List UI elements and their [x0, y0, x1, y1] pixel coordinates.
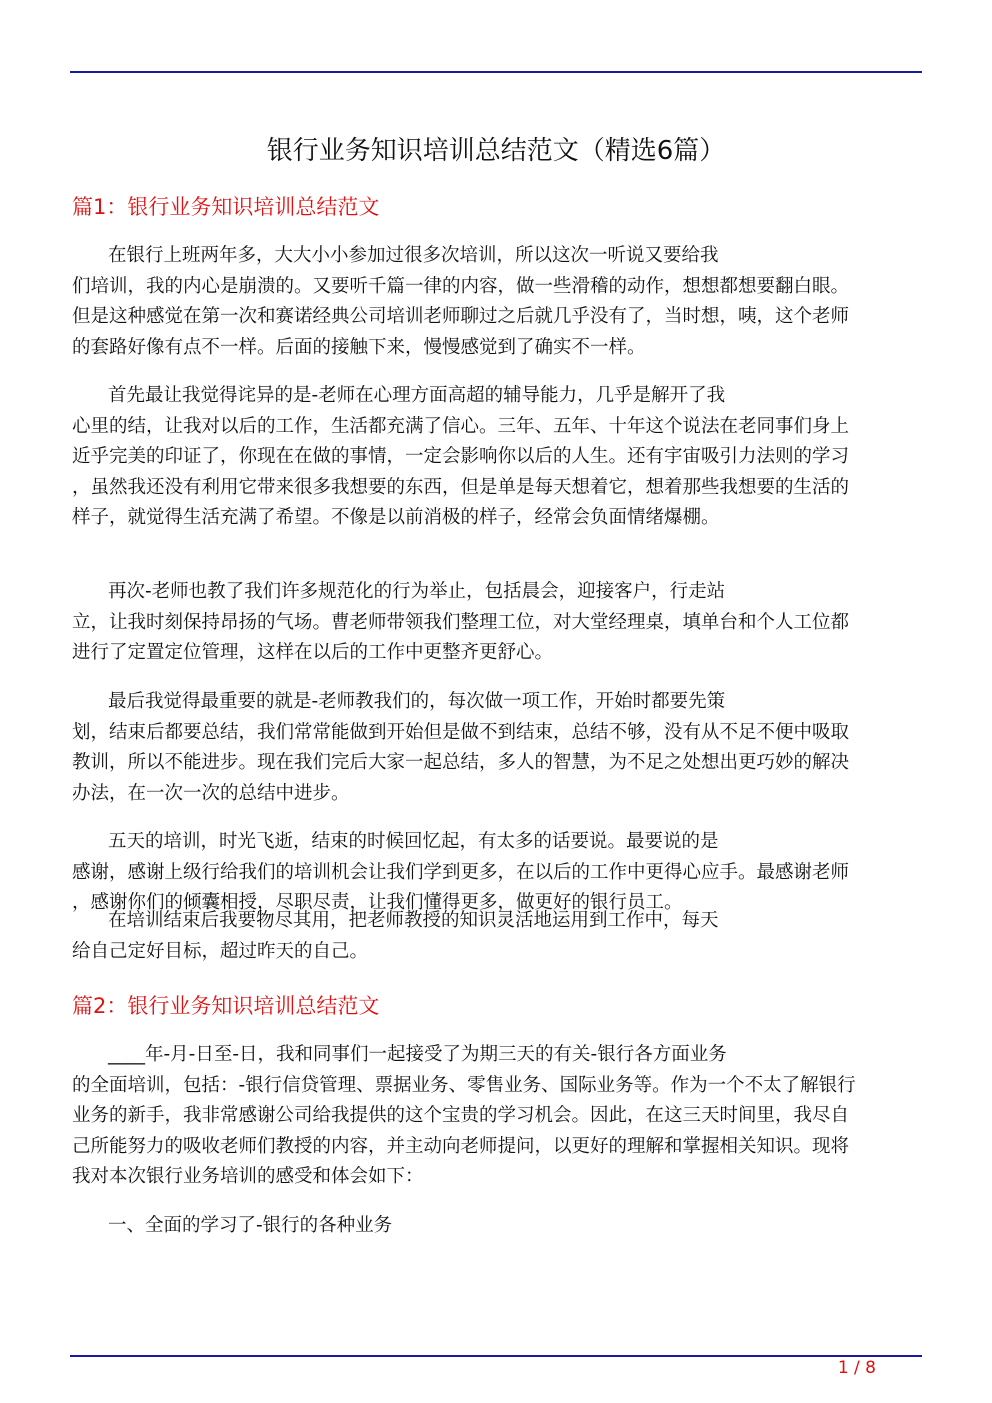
text-line: ，感谢你们的倾囊相授，尽职尽责，让我们懂得更多，做更好的银行员工。 [72, 892, 683, 913]
paragraph [72, 381, 922, 534]
header-rule [70, 71, 922, 73]
text-line: 立，让我时刻保持昂扬的气场。曹老师带领我们整理工位，对大堂经理桌，填单台和个人工位都 [72, 611, 850, 633]
paragraph [72, 1211, 922, 1242]
text-line: 感谢，感谢上级行给我们的培训机会让我们学到更多，在以后的工作中更得心应手。最感谢老师 [72, 861, 850, 883]
section-heading-2: 篇2：银行业务知识培训总结范文 [72, 994, 380, 1018]
text-line: 进行了定置定位管理，这样在以后的工作中更整齐更舒心。 [72, 642, 554, 663]
section-heading-1: 篇1：银行业务知识培训总结范文 [72, 195, 380, 219]
text-line: 给自己定好目标，超过昨天的自己。 [72, 940, 369, 962]
paragraph [72, 241, 922, 363]
text-line: 教训，所以不能进步。现在我们完后大家一起总结，多人的智慧，为不足之处想出更巧妙的解决 [72, 752, 850, 773]
text-line: 最后我觉得最重要的就是-老师教我们的，每次做一项工作，开始时都要先策 [108, 691, 726, 712]
text-line: 们培训，我的内心是崩溃的。又要听千篇一律的内容，做一些滑稽的动作，想想都想要翻白眼。 [72, 275, 850, 297]
page-number: 1 / 8 [837, 1358, 876, 1378]
text-line: ____年-月-日至-日，我和同事们一起接受了为期三天的有关-银行各方面业务 [108, 1044, 727, 1065]
paragraph [72, 1040, 922, 1193]
text-line: 在银行上班两年多，大大小小参加过很多次培训，所以这次一听说又要给我 [108, 245, 719, 266]
text-line: 业务的新手，我非常感谢公司给我提供的这个宝贵的学习机会。因此，在这三天时间里，我尽自 [72, 1105, 850, 1126]
footer-rule [70, 1355, 922, 1357]
text-line: 划，结束后都要总结，我们常常能做到开始但是做不到结束，总结不够，没有从不足不便中吸取 [72, 721, 850, 743]
text-line: 己所能努力的吸收老师们教授的内容，并主动向老师提问，以更好的理解和掌握相关知识。现将 [72, 1135, 850, 1157]
text-line: 我对本次银行业务培训的感受和体会如下： [72, 1166, 424, 1187]
paragraph [72, 687, 922, 809]
document-title: 银行业务知识培训总结范文（精选6篇） [266, 136, 726, 166]
text-line: 再次-老师也教了我们许多规范化的行为举止，包括晨会，迎接客户，行走站 [108, 581, 726, 602]
paragraph [72, 577, 922, 669]
text-line: 近乎完美的印证了，你现在在做的事情，一定会影响你以后的人生。还有宇宙吸引力法则的学习 [72, 446, 850, 467]
text-line: 首先最让我觉得诧异的是-老师在心理方面高超的辅导能力，几乎是解开了我 [108, 385, 726, 406]
text-line: 在培训结束后我要物尽其用，把老师教授的知识灵活地运用到工作中，每天 [108, 910, 719, 931]
paragraph [72, 906, 922, 967]
text-line: 但是这种感觉在第一次和赛诺经典公司培训老师聊过之后就几乎没有了，当时想，咦，这个老师 [72, 306, 850, 327]
text-line: 一、全面的学习了-银行的各种业务 [108, 1215, 393, 1236]
text-line: 心里的结，让我对以后的工作，生活都充满了信心。三年、五年、十年这个说法在老同事们身上 [72, 415, 850, 437]
text-line: 的套路好像有点不一样。后面的接触下来，慢慢感觉到了确实不一样。 [72, 336, 646, 358]
paragraph [72, 827, 922, 919]
text-line: ，虽然我还没有利用它带来很多我想要的东西，但是单是每天想着它，想着那些我想要的生活的 [72, 476, 850, 498]
text-line: 样子，就觉得生活充满了希望。不像是以前消极的样子，经常会负面情绪爆棚。 [72, 507, 720, 528]
text-line: 五天的培训，时光飞逝，结束的时候回忆起，有太多的话要说。最要说的是 [108, 831, 719, 852]
text-line: 办法，在一次一次的总结中进步。 [72, 782, 350, 804]
text-line: 的全面培训，包括：-银行信贷管理、票据业务、零售业务、国际业务等。作为一个不太了解银行 [72, 1074, 856, 1096]
